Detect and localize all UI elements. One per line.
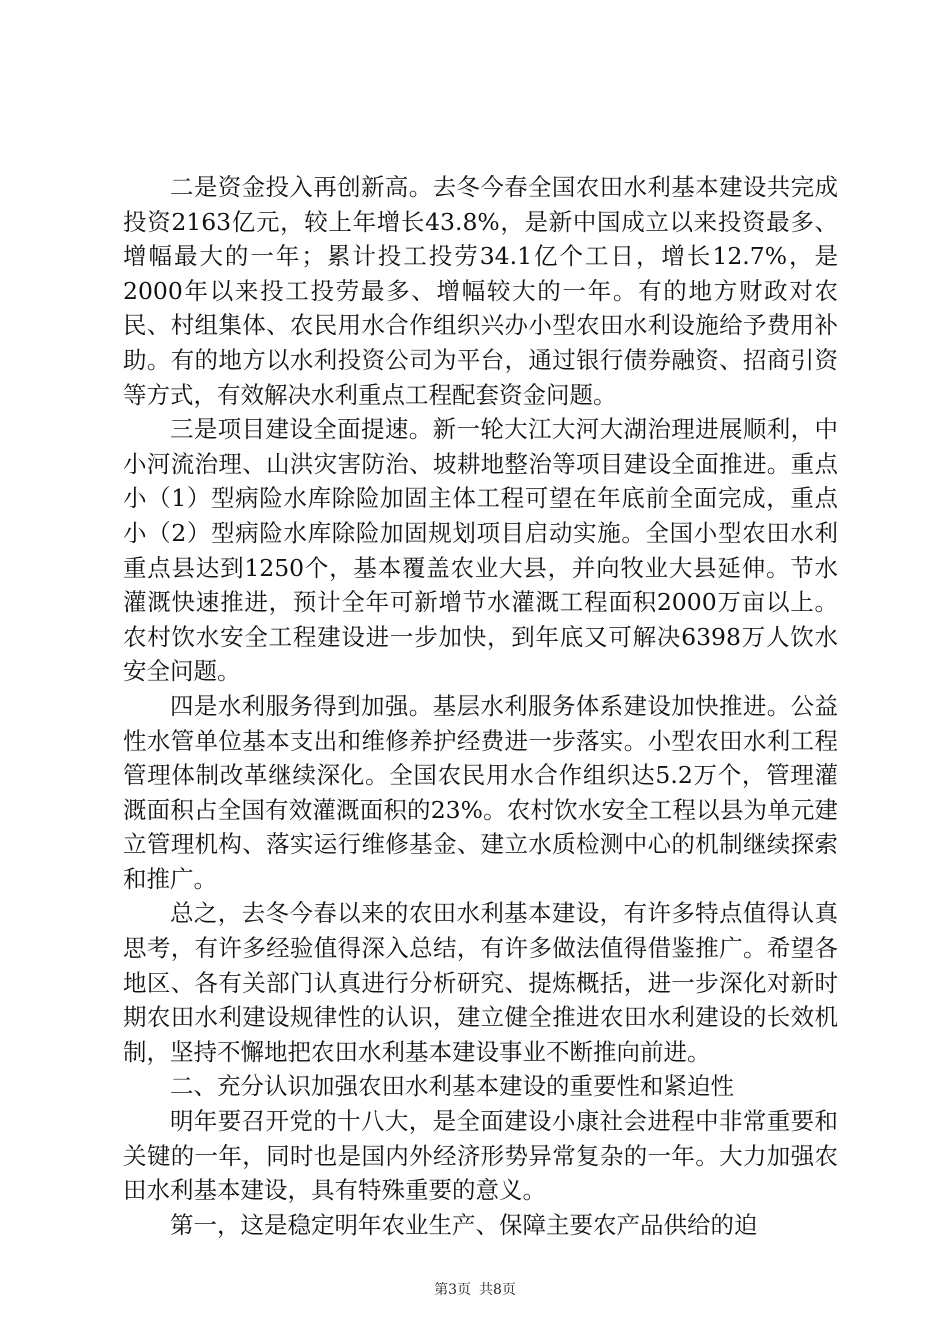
- paragraph-services: 四是水利服务得到加强。基层水利服务体系建设加快推进。公益性水管单位基本支出和维修养护经费进一步落实。小型农田水利工程管理体制改革继续深化。全国农民用水合作组织达5.2万个，管理灌溉面积占全国有效灌溉面积的23%。农村饮水安全工程以县为单元建立管理机构、落实运行维修基金、建立水质检测中心的机制继续探索和推广。: [123, 691, 838, 893]
- page-footer: [0, 1281, 950, 1299]
- paragraph-importance: 明年要召开党的十八大，是全面建设小康社会进程中非常重要和关键的一年，同时也是国内外经济形势异常复杂的一年。大力加强农田水利基本建设，具有特殊重要的意义。: [123, 1107, 838, 1205]
- document-body: [123, 170, 838, 1242]
- page-total: 共8页: [479, 1282, 516, 1298]
- page-number: 第3页: [434, 1282, 471, 1298]
- paragraph-first-point: 第一，这是稳定明年农业生产、保障主要农产品供给的迫: [170, 1210, 758, 1239]
- paragraph-projects: 三是项目建设全面提速。新一轮大江大河大湖治理进展顺利，中小河流治理、山洪灾害防治、坡耕地整治等项目建设全面推进。重点小（1）型病险水库除险加固主体工程可望在年底前全面完成，重点小（2）型病险水库除险加固规划项目启动实施。全国小型农田水利重点县达到1250个，基本覆盖农业大县，并向牧业大县延伸。节水灌溉快速推进，预计全年可新增节水灌溉工程面积2000万亩以上。农村饮水安全工程建设进一步加快，到年底又可解决6398万人饮水安全问题。: [123, 415, 838, 686]
- paragraph-summary: 总之，去冬今春以来的农田水利基本建设，有许多特点值得认真思考，有许多经验值得深入总结，有许多做法值得借鉴推广。希望各地区、各有关部门认真进行分析研究、提炼概括，进一步深化对新时期农田水利建设规律性的认识，建立健全推进农田水利建设的长效机制，坚持不懈地把农田水利基本建设事业不断推向前进。: [123, 899, 838, 1066]
- paragraph-funding: 二是资金投入再创新高。去冬今春全国农田水利基本建设共完成投资2163亿元，较上年增长43.8%，是新中国成立以来投资最多、增幅最大的一年；累计投工投劳34.1亿个工日，增长12.7%，是2000年以来投工投劳最多、增幅较大的一年。有的地方财政对农民、村组集体、农民用水合作组织兴办小型农田水利设施给予费用补助。有的地方以水利投资公司为平台，通过银行债券融资、招商引资等方式，有效解决水利重点工程配套资金问题。: [123, 173, 838, 409]
- section-heading: 二、充分认识加强农田水利基本建设的重要性和紧迫性: [170, 1072, 734, 1101]
